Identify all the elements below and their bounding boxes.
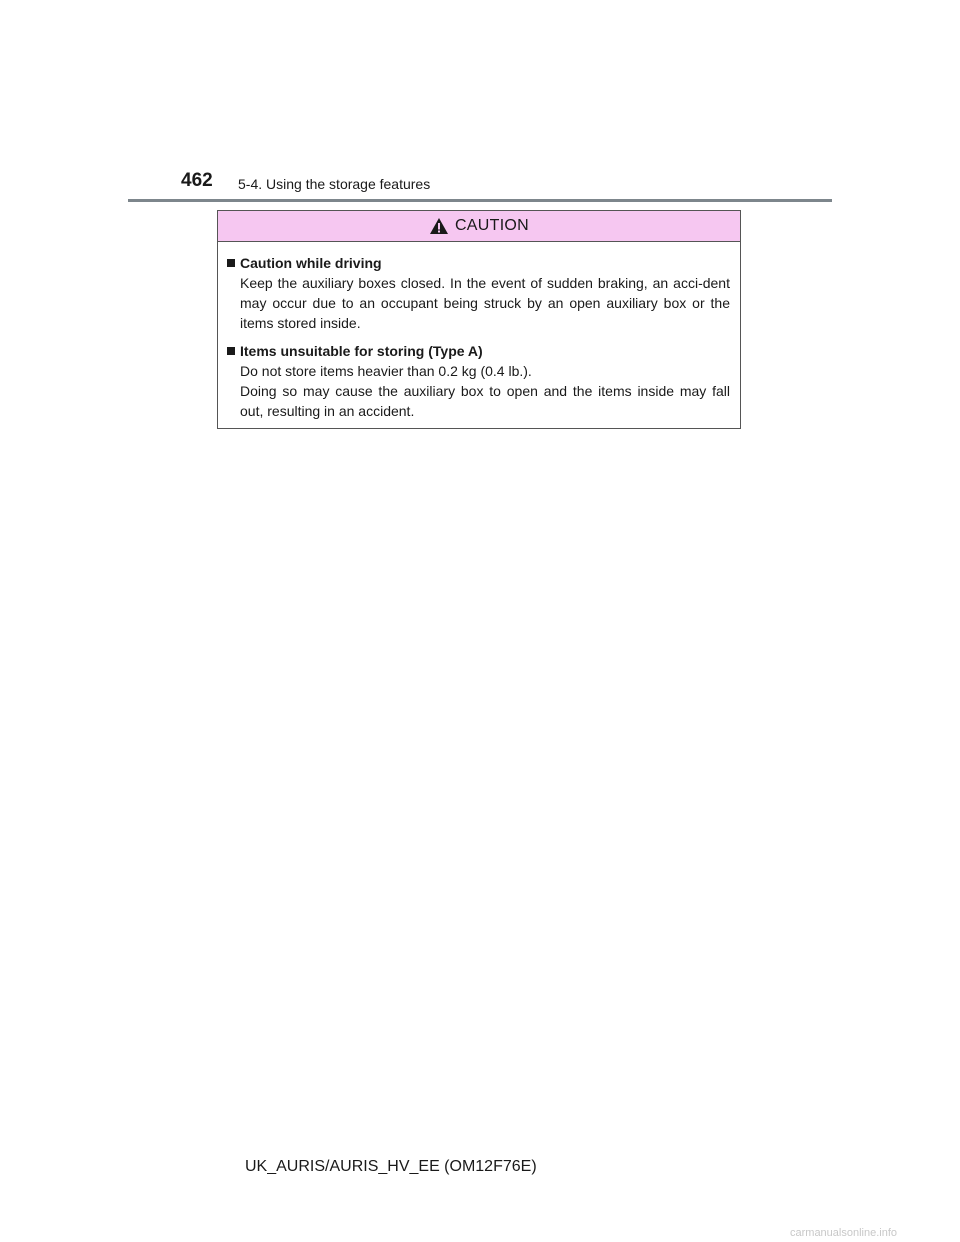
caution-body <box>218 242 740 421</box>
caution-item <box>226 341 730 421</box>
caution-paragraph: Do not store items heavier than 0.2 kg (0.4 lb.). <box>240 363 532 379</box>
caution-item-text <box>240 361 730 421</box>
caution-item-heading-text: Caution while driving <box>240 255 382 271</box>
bullet-square-icon <box>227 259 235 267</box>
warning-triangle-icon <box>429 217 449 235</box>
caution-label: CAUTION <box>454 217 530 234</box>
caution-item-heading-text: Items unsuitable for storing (Type A) <box>240 343 483 359</box>
caution-paragraph: Keep the auxiliary boxes closed. In the event of sudden braking, an acci-dent may occur due to an occupant being struck by an open auxiliary box or the items stored inside. <box>240 275 730 331</box>
caution-item <box>226 253 730 333</box>
section-title: 5-4. Using the storage features <box>238 176 431 192</box>
page-number: 462 <box>181 170 213 191</box>
caution-box <box>217 210 741 429</box>
caution-item-heading <box>226 253 730 273</box>
footer-doc-id: UK_AURIS/AURIS_HV_EE (OM12F76E) <box>245 1158 537 1175</box>
caution-item-heading <box>226 341 730 361</box>
bullet-square-icon <box>227 347 235 355</box>
header-rule <box>128 199 832 202</box>
watermark: carmanualsonline.info <box>790 1227 898 1239</box>
caution-paragraph: Doing so may cause the auxiliary box to open and the items inside may fall out, resulting in an accident. <box>240 383 730 419</box>
caution-item-text <box>240 273 730 333</box>
caution-header <box>218 211 740 242</box>
